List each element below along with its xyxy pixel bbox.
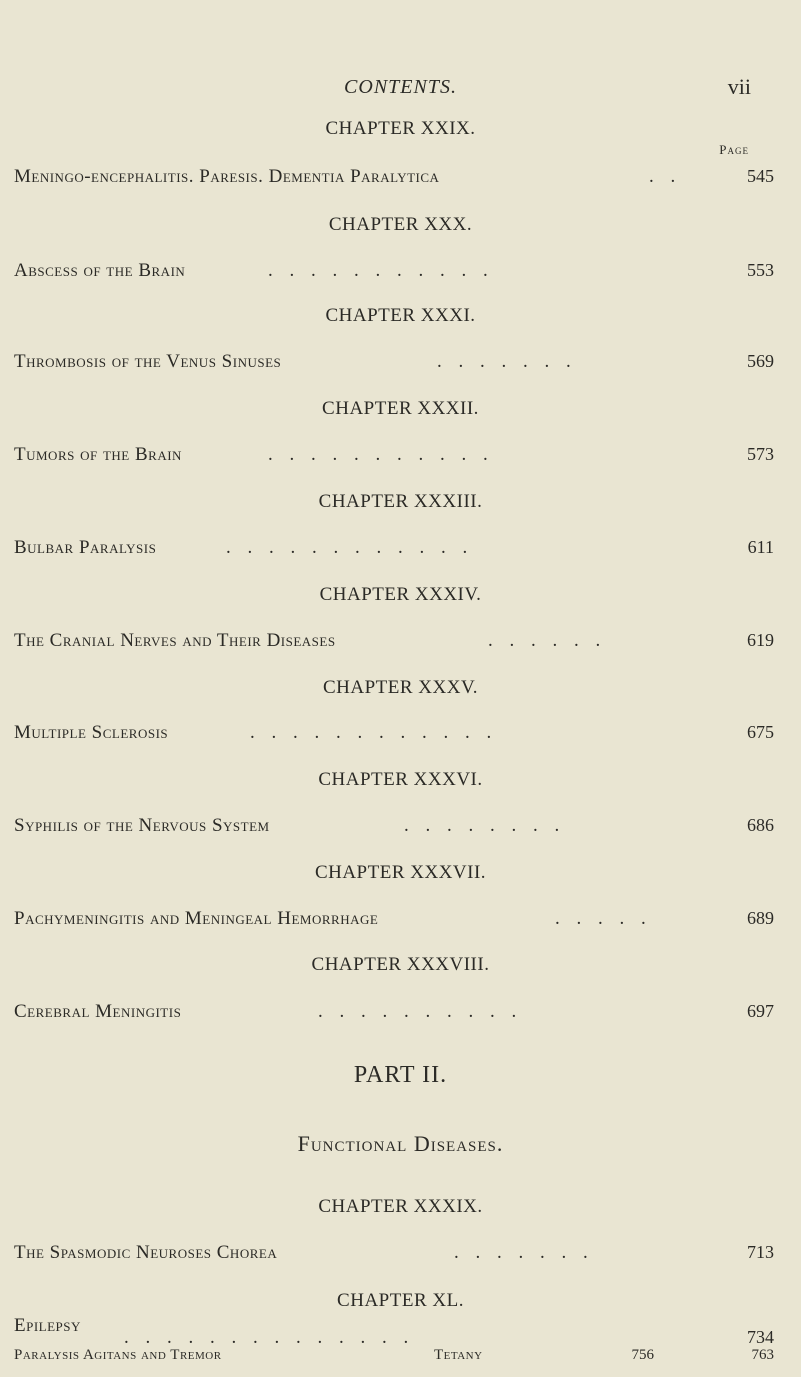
toc-entry <box>14 630 774 656</box>
toc-entry-leader: . . . . . . . . . . . . <box>250 722 498 743</box>
toc-entry-title: The Spasmodic Neuroses Chorea <box>14 1242 278 1263</box>
toc-entry-leader: . . . . . . . <box>454 1242 594 1263</box>
chapter-heading: CHAPTER XXXIII. <box>318 491 483 512</box>
toc-entry <box>14 1242 774 1268</box>
toc-entry <box>14 260 774 286</box>
toc-entry-leader: . . . . . <box>555 908 652 929</box>
toc-entry-title: Meningo-encephalitis. Paresis. Dementia Paralytica <box>14 166 440 187</box>
toc-entry-page: 686 <box>747 815 774 835</box>
toc-entry-page: 756 <box>631 1347 654 1363</box>
toc-entry-title: Thrombosis of the Venus Sinuses <box>14 351 282 372</box>
chapter-heading: CHAPTER XXIX. <box>325 118 476 139</box>
toc-entry-title: Multiple Sclerosis <box>14 722 169 743</box>
toc-entry-page: 545 <box>747 166 774 186</box>
toc-entry <box>14 815 774 841</box>
toc-entry-title: Abscess of the Brain <box>14 260 186 281</box>
toc-entry-page: 619 <box>747 630 774 650</box>
toc-entry <box>14 908 774 934</box>
chapter-heading: CHAPTER XXXVIII. <box>311 954 490 975</box>
chapter-heading: CHAPTER XXXI. <box>325 305 476 326</box>
toc-entry-leader: . . . . . . . . . . . <box>268 444 494 465</box>
part-subtitle: Functional Diseases. <box>297 1131 504 1156</box>
toc-entry-page: 697 <box>747 1001 774 1021</box>
toc-entry-leader: . . <box>649 166 682 187</box>
toc-entry-leader: . . . . . . . <box>437 351 577 372</box>
toc-entry-leader: . . . . . . . . . . . . <box>226 537 474 558</box>
part-heading: PART II. <box>353 1062 448 1088</box>
toc-entry-title: Tetany <box>434 1347 483 1363</box>
chapter-heading: CHAPTER XXXVII. <box>314 862 487 883</box>
chapter-heading: CHAPTER XL. <box>337 1290 464 1311</box>
toc-entry <box>14 444 774 470</box>
toc-entry <box>14 722 774 748</box>
toc-entry <box>14 537 774 563</box>
toc-entry-leader: . . . . . . . . . . <box>318 1001 523 1022</box>
toc-entry-leader: . . . . . . . . . . . . . . <box>124 1327 415 1348</box>
toc-entry-title: Syphilis of the Nervous System <box>14 815 270 836</box>
toc-entry-page: 611 <box>747 537 774 557</box>
toc-entry-page: 689 <box>747 908 774 928</box>
toc-entry-page: 675 <box>747 722 774 742</box>
toc-entry-page: 734 <box>747 1327 774 1347</box>
running-title: CONTENTS. <box>344 76 457 98</box>
toc-entry-page: 763 <box>751 1347 774 1363</box>
bottom-entries <box>0 1345 801 1377</box>
toc-entry <box>14 1001 774 1027</box>
toc-entry-title: Bulbar Paralysis <box>14 537 157 558</box>
toc-entry-page: 553 <box>747 260 774 280</box>
toc-entry <box>14 1315 774 1348</box>
toc-entry <box>14 166 774 192</box>
toc-entry-title: Tumors of the Brain <box>14 444 182 465</box>
toc-entry-title: Pachymeningitis and Meningeal Hemorrhage <box>14 908 379 929</box>
toc-entry-title: Paralysis Agitans and Tremor <box>14 1347 222 1363</box>
toc-entry-leader: . . . . . . <box>488 630 607 651</box>
chapter-heading: CHAPTER XXXIX. <box>318 1196 483 1217</box>
chapter-heading: CHAPTER XXXVI. <box>318 769 483 790</box>
toc-entry-title: The Cranial Nerves and Their Diseases <box>14 630 336 651</box>
toc-entry-title: Cerebral Meningitis <box>14 1001 182 1022</box>
chapter-heading: CHAPTER XXXII. <box>322 398 479 419</box>
chapter-heading: CHAPTER XXX. <box>328 214 473 235</box>
page-column-label: Page <box>719 142 749 157</box>
toc-entry-page: 713 <box>747 1242 774 1262</box>
toc-entry-page: 569 <box>747 351 774 371</box>
toc-entry-page: 573 <box>747 444 774 464</box>
toc-entry-title: Epilepsy <box>14 1315 81 1336</box>
toc-entry-leader: . . . . . . . . <box>404 815 566 836</box>
chapter-heading: CHAPTER XXXV. <box>322 677 478 698</box>
toc-entry <box>14 1347 774 1373</box>
toc-entry-leader: . . . . . . . . . . . <box>268 260 494 281</box>
chapter-heading: CHAPTER XXXIV. <box>319 584 482 605</box>
page-number: vii <box>727 74 751 99</box>
toc-entry <box>14 351 774 377</box>
